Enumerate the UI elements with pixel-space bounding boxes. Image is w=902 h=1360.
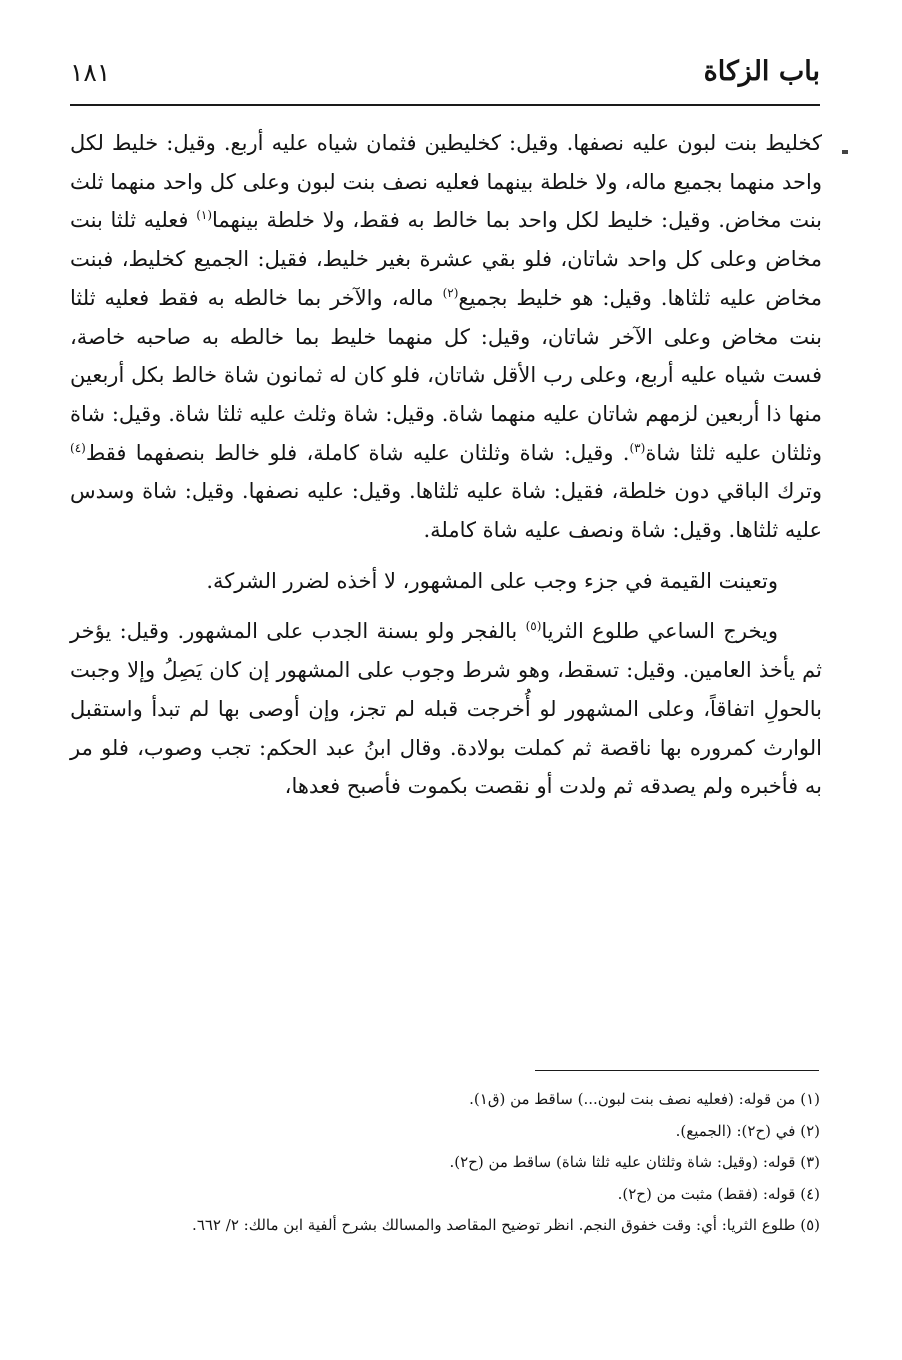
footnote-separator <box>535 1070 819 1071</box>
footnote-ref-4[interactable]: (٤) <box>70 440 86 455</box>
footnote-4: (٤) قوله: (فقط) مثبت من (ح٢). <box>617 1184 820 1203</box>
paragraph-1 <box>70 124 822 550</box>
footnote-5: (٥) طلوع الثريا: أي: وقت خفوق النجم. انظر توضيح المقاصد والمسالك بشرح ألفية ابن مالك: ٢/ ٦٦٢. <box>192 1216 820 1234</box>
page-number: ١٨١ <box>70 58 111 87</box>
paragraph-2 <box>70 562 822 601</box>
paragraph-3 <box>70 612 822 806</box>
text-run: ويخرج الساعي طلوع الثريا <box>541 619 778 644</box>
text-run: بالفجر ولو بسنة الجدب على المشهور. وقيل: يؤخر ثم يأخذ العامين. وقيل: تسقط، وهو شرط وجوب على المشهور إن كان يَصِلُ وإلا وجبت بالحولِ اتفاقاً، وعلى المشهور لو أُخرجت قبله لم تجز، وإن أوصى بها لم تبدأ واستقبل الوارث كمروره بها ناقصة ثم كملت بولادة. وقال ابنُ عبد الحكم: تجب وصوب، فلو مر به فأخبره ولم يصدقه ثم ولدت أو نقصت بكموت فأصبح فعدها، <box>70 619 822 799</box>
footnote-3: (٣) قوله: (وقيل: شاة وثلثان عليه ثلثا شاة) ساقط من (ح٢). <box>449 1153 820 1171</box>
main-text <box>70 124 822 806</box>
footnote-1: (١) من قوله: (فعليه نصف بنت لبون...) ساقط من (ق١). <box>469 1090 820 1108</box>
footnote-2: (٢) في (ح٢): (الجميع). <box>675 1121 820 1140</box>
chapter-title: باب الزكاة <box>703 56 820 87</box>
running-header <box>70 52 820 98</box>
text-run: كخليط بنت لبون عليه نصفها. وقيل: كخليطين فثمان شياه عليه أربع. وقيل: خليط لكل واحد منهما بجميع ماله، ولا خلطة بينهما فعليه نصف بنت لبون وعلى كل واحد منهما ثلث بنت مخاض. وقيل: خليط لكل واحد بما خالط به فقط، ولا خلطة بينهما <box>70 131 823 233</box>
footnote-ref-5[interactable]: (٥) <box>525 619 542 634</box>
header-rule <box>70 104 820 106</box>
text-run: وترك الباقي دون خلطة، فقيل: شاة عليه ثلثاها. وقيل: عليه نصفها. وقيل: شاة وسدس عليه ثلثاها. وقيل: شاة ونصف عليه شاة كاملة. <box>70 479 822 543</box>
text-run: فعليه ثلثا بنت مخاض وعلى كل واحد شاتان، فلو بقي عشرة بغير خليط، فقيل: الجميع كخليط، فبنت مخاض عليه ثلثاها. وقيل: هو خليط بجميع <box>70 208 822 310</box>
footnote-ref-1[interactable]: (١) <box>196 208 213 223</box>
margin-mark <box>842 150 848 154</box>
text-run: ماله، والآخر بما خالطه به فقط فعليه ثلثا بنت مخاض وعلى الآخر شاتان، وقيل: كل منهما خليط بما خالطه به صاحبه خاصة، فست شياه عليه أربع، وعلى رب الأقل شاتان، فلو كان له ثمانون شاة خالط بكل أربعين منها ذا أربعين لزمهم شاتان عليه منهما شاة. وقيل: شاة وثلث عليه ثلثا شاة. وقيل: شاة وثلثان عليه ثلثا شاة <box>70 285 823 465</box>
footnote-ref-2[interactable]: (٢) <box>442 285 459 300</box>
text-run: وتعينت القيمة في جزء وجب على المشهور، لا أخذه لضرر الشركة. <box>206 568 778 593</box>
text-run: . وقيل: شاة وثلثان عليه شاة كاملة، فلو خالط بنصفهما فقط <box>85 440 630 465</box>
footnotes <box>70 1084 820 1242</box>
footnote-ref-3[interactable]: (٣) <box>629 440 646 455</box>
